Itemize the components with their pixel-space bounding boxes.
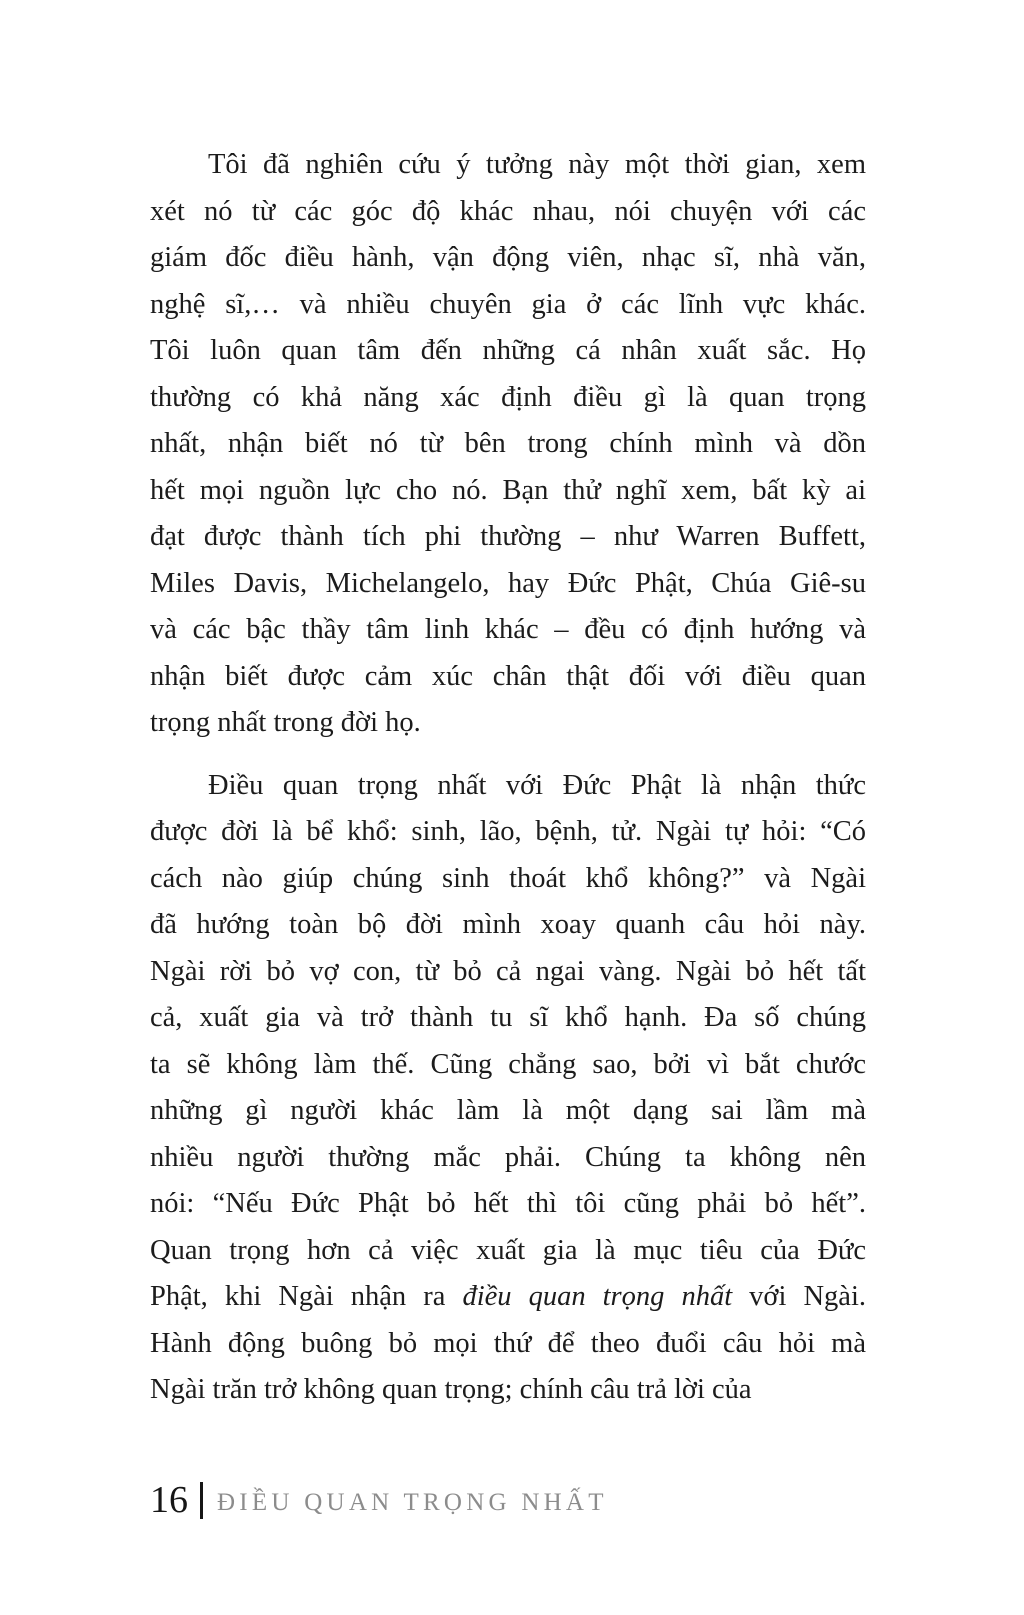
text-segment: giám đốc điều hành, vận động viên, nhạc sĩ, nhà văn, bbox=[150, 242, 866, 273]
text-line bbox=[150, 142, 866, 189]
text-line bbox=[150, 421, 866, 468]
text-line bbox=[150, 1274, 866, 1321]
text-segment: Tôi luôn quan tâm đến những cá nhân xuất sắc. Họ bbox=[150, 335, 866, 366]
body-text-block bbox=[150, 142, 866, 1414]
text-line bbox=[150, 763, 866, 810]
text-line bbox=[150, 1088, 866, 1135]
text-line bbox=[150, 856, 866, 903]
text-segment: Ngài trăn trở không quan trọng; chính câu trả lời của bbox=[150, 1374, 752, 1405]
text-segment: Tôi đã nghiên cứu ý tưởng này một thời gian, xem bbox=[208, 149, 866, 180]
text-line bbox=[150, 189, 866, 236]
text-segment: hết mọi nguồn lực cho nó. Bạn thử nghĩ xem, bất kỳ ai bbox=[150, 474, 866, 506]
text-segment: cách nào giúp chúng sinh thoát khổ không?” và Ngài bbox=[150, 862, 866, 894]
text-line bbox=[150, 235, 866, 282]
text-segment: đạt được thành tích phi thường – như Warren Buffett, bbox=[150, 521, 866, 552]
text-line bbox=[150, 1228, 866, 1275]
text-segment: Điều quan trọng nhất với Đức Phật là nhận thức bbox=[208, 769, 866, 801]
text-segment: đã hướng toàn bộ đời mình xoay quanh câu hỏi này. bbox=[150, 909, 866, 940]
text-line bbox=[150, 375, 866, 422]
text-segment: nhiều người thường mắc phải. Chúng ta không nên bbox=[150, 1141, 866, 1173]
text-segment: Quan trọng hơn cả việc xuất gia là mục tiêu của Đức bbox=[150, 1234, 866, 1266]
text-line bbox=[150, 902, 866, 949]
text-line bbox=[150, 561, 866, 608]
page-footer bbox=[150, 1481, 608, 1522]
footer-book-title: ĐIỀU QUAN TRỌNG NHẤT bbox=[217, 1489, 608, 1516]
page-number: 16 bbox=[150, 1479, 188, 1521]
text-line bbox=[150, 1181, 866, 1228]
text-segment: xét nó từ các góc độ khác nhau, nói chuyện với các bbox=[150, 195, 866, 227]
text-segment: ta sẽ không làm thế. Cũng chẳng sao, bởi vì bắt chước bbox=[150, 1048, 866, 1080]
text-segment: nhận biết được cảm xúc chân thật đối với điều quan bbox=[150, 660, 866, 692]
text-segment: nhất, nhận biết nó từ bên trong chính mình và dồn bbox=[150, 428, 866, 459]
text-segment: những gì người khác làm là một dạng sai lầm mà bbox=[150, 1095, 866, 1126]
paragraph bbox=[150, 142, 866, 747]
text-segment: được đời là bể khổ: sinh, lão, bệnh, tử. Ngài tự hỏi: “Có bbox=[150, 816, 866, 847]
text-line bbox=[150, 328, 866, 375]
text-line bbox=[150, 949, 866, 996]
text-line bbox=[150, 1321, 866, 1368]
text-segment: Ngài rời bỏ vợ con, từ bỏ cả ngai vàng. Ngài bỏ hết tất bbox=[150, 955, 866, 987]
text-line bbox=[150, 995, 866, 1042]
text-segment: Miles Davis, Michelangelo, hay Đức Phật, Chúa Giê-su bbox=[150, 567, 866, 599]
text-segment: Hành động buông bỏ mọi thứ để theo đuổi câu hỏi mà bbox=[150, 1327, 866, 1359]
text-line bbox=[150, 607, 866, 654]
text-line bbox=[150, 654, 866, 701]
text-segment: nghệ sĩ,… và nhiều chuyên gia ở các lĩnh vực khác. bbox=[150, 288, 866, 320]
emphasized-text: điều quan trọng nhất bbox=[462, 1281, 733, 1312]
text-line bbox=[150, 809, 866, 856]
text-segment: với Ngài. bbox=[732, 1281, 867, 1312]
text-line bbox=[150, 1367, 866, 1414]
footer-separator-bar bbox=[200, 1482, 203, 1519]
paragraph bbox=[150, 763, 866, 1414]
text-line bbox=[150, 700, 866, 747]
text-line bbox=[150, 514, 866, 561]
text-segment: nói: “Nếu Đức Phật bỏ hết thì tôi cũng phải bỏ hết”. bbox=[150, 1188, 866, 1219]
text-segment: thường có khả năng xác định điều gì là quan trọng bbox=[150, 381, 866, 413]
text-line bbox=[150, 282, 866, 329]
text-line bbox=[150, 1135, 866, 1182]
text-segment: cả, xuất gia và trở thành tu sĩ khổ hạnh. Đa số chúng bbox=[150, 1002, 866, 1033]
text-segment: trọng nhất trong đời họ. bbox=[150, 707, 421, 738]
text-line bbox=[150, 1042, 866, 1089]
text-segment: Phật, khi Ngài nhận ra bbox=[150, 1281, 463, 1312]
text-segment: và các bậc thầy tâm linh khác – đều có định hướng và bbox=[150, 614, 866, 645]
text-line bbox=[150, 468, 866, 515]
